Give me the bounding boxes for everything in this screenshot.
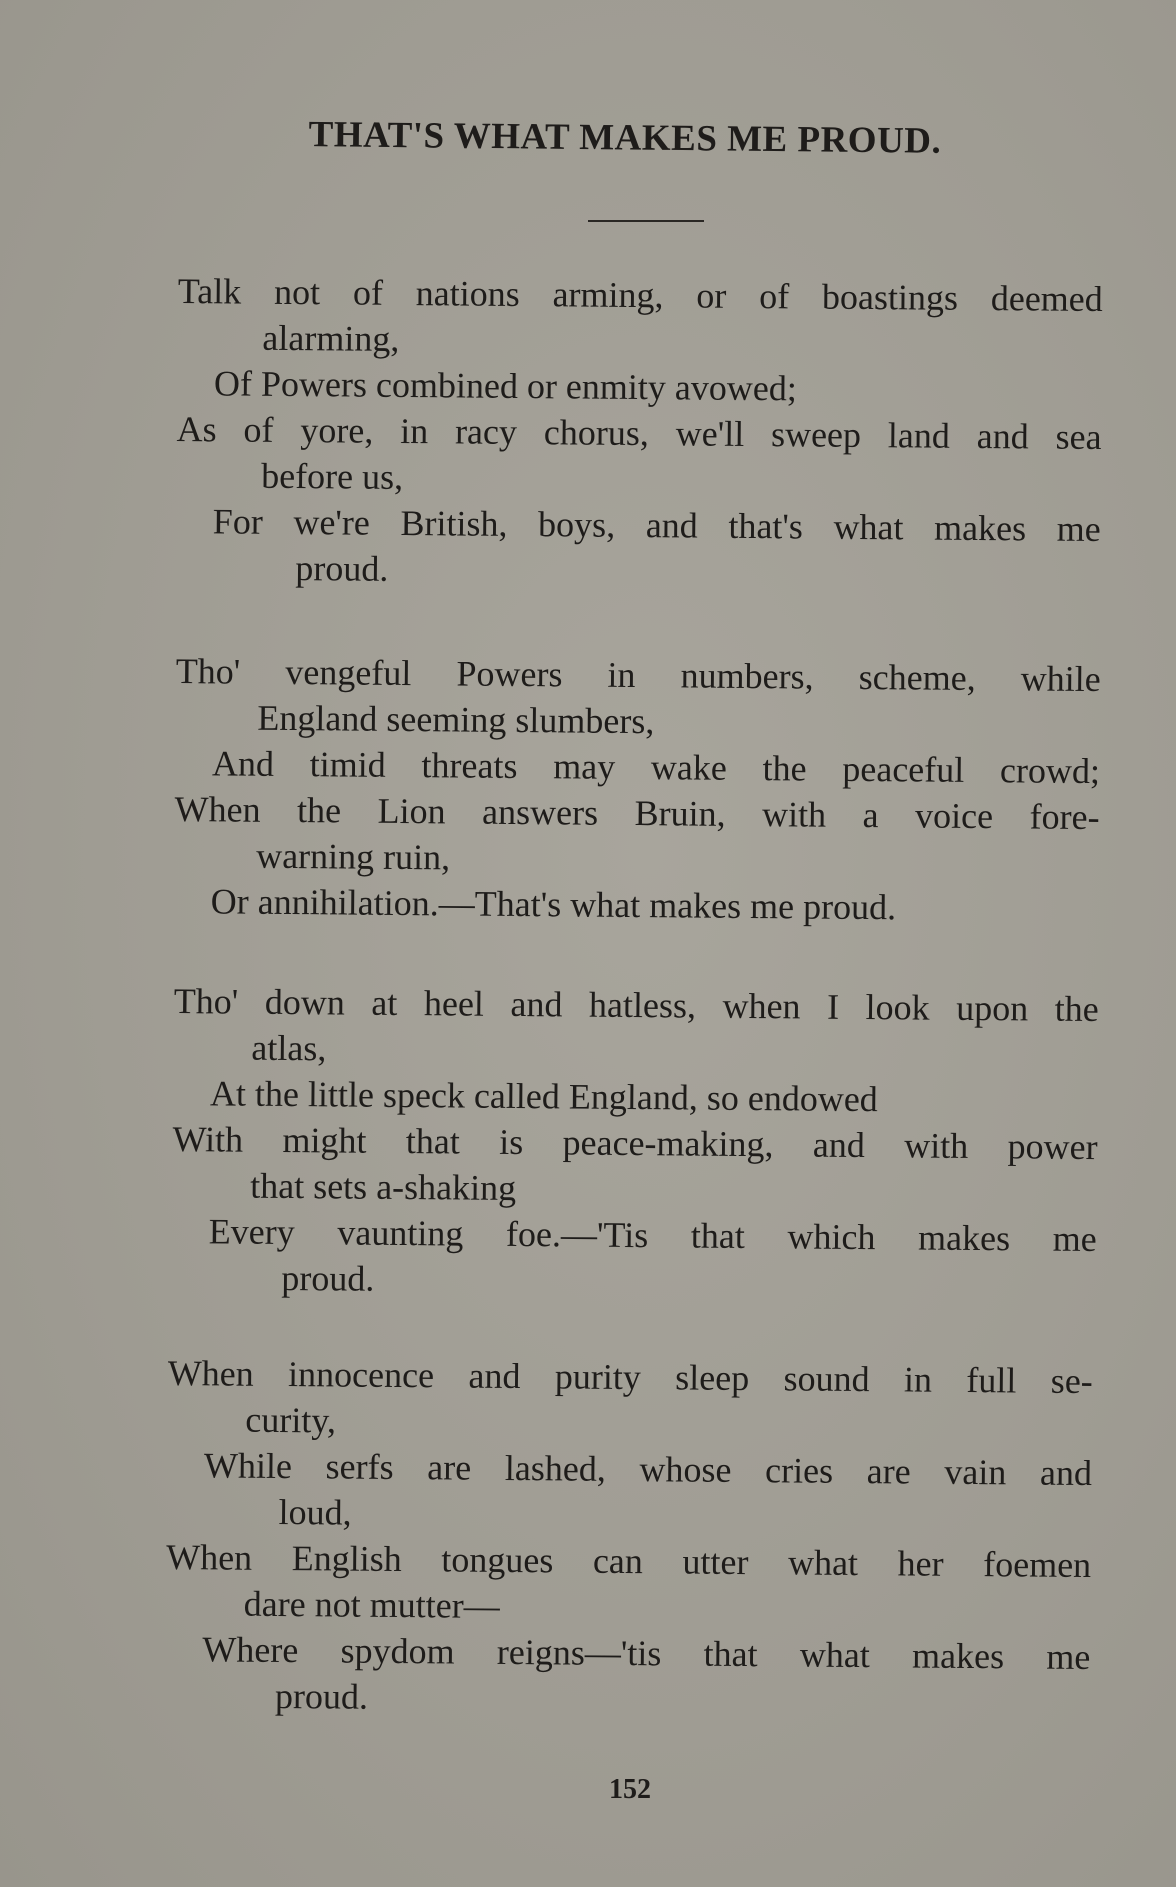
poem-title: THAT'S WHAT MAKES ME PROUD. (308, 114, 942, 162)
stanza-3-line-4: Every vaunting foe.—'Tis that which makes me (208, 1211, 1097, 1260)
stanza-2-line-3: When the Lion answers Bruin, with a voice fore- (174, 788, 1100, 838)
page-number: 152 (609, 1774, 651, 1805)
stanza-4-line-4: Where spydom reigns—'tis that what makes me (202, 1629, 1091, 1678)
stanza-1-line-4-cont: proud. (295, 548, 389, 589)
stanza-3-line-3-cont: that sets a-shaking (250, 1165, 517, 1208)
stanza-1-line-3-cont: before us, (261, 455, 404, 497)
title-rule (588, 220, 704, 222)
stanza-4-line-2-cont: loud, (278, 1491, 352, 1533)
stanza-1-line-4: For we're British, boys, and that's what makes me (212, 501, 1101, 550)
stanza-4-line-4-cont: proud. (274, 1675, 369, 1717)
stanza-3-line-2: At the little speck called England, so endowed (209, 1073, 878, 1120)
stanza-2-line-1: Tho' vengeful Powers in numbers, scheme, while (175, 650, 1101, 700)
stanza-4-line-1: When innocence and purity sleep sound in full se- (167, 1352, 1093, 1402)
stanza-3-line-1-cont: atlas, (251, 1027, 327, 1069)
stanza-3-line-3: With might that is peace-making, and with power (172, 1118, 1098, 1168)
stanza-2-line-4: Or annihilation.—That's what makes me proud. (210, 881, 897, 928)
stanza-4-line-1-cont: curity, (245, 1399, 337, 1441)
stanza-2-line-1-cont: England seeming slumbers, (257, 697, 655, 742)
stanza-2-line-2: And timid threats may wake the peaceful crowd; (211, 743, 1101, 792)
stanza-1-line-1: Talk not of nations arming, or of boastings deemed (177, 270, 1103, 320)
stanza-3 (171, 978, 1099, 1308)
stanza-2-line-3-cont: warning ruin, (256, 835, 451, 878)
stanza-4-line-2: While serfs are lashed, whose cries are vain and (203, 1445, 1093, 1494)
stanza-4 (165, 1350, 1093, 1726)
stanza-2 (174, 648, 1101, 932)
stanza-4-line-3: When English tongues can utter what her foemen (166, 1536, 1092, 1586)
stanza-3-line-4-cont: proud. (281, 1257, 375, 1299)
stanza-1 (175, 268, 1103, 598)
stanza-1-line-2: Of Powers combined or enmity avowed; (213, 363, 798, 409)
stanza-4-line-3-cont: dare not mutter— (243, 1583, 500, 1626)
stanza-1-line-3: As of yore, in racy chorus, we'll sweep land and sea (176, 408, 1102, 458)
stanza-3-line-1: Tho' down at heel and hatless, when I look upon the (173, 980, 1099, 1030)
stanza-1-line-1-cont: alarming, (262, 317, 400, 359)
